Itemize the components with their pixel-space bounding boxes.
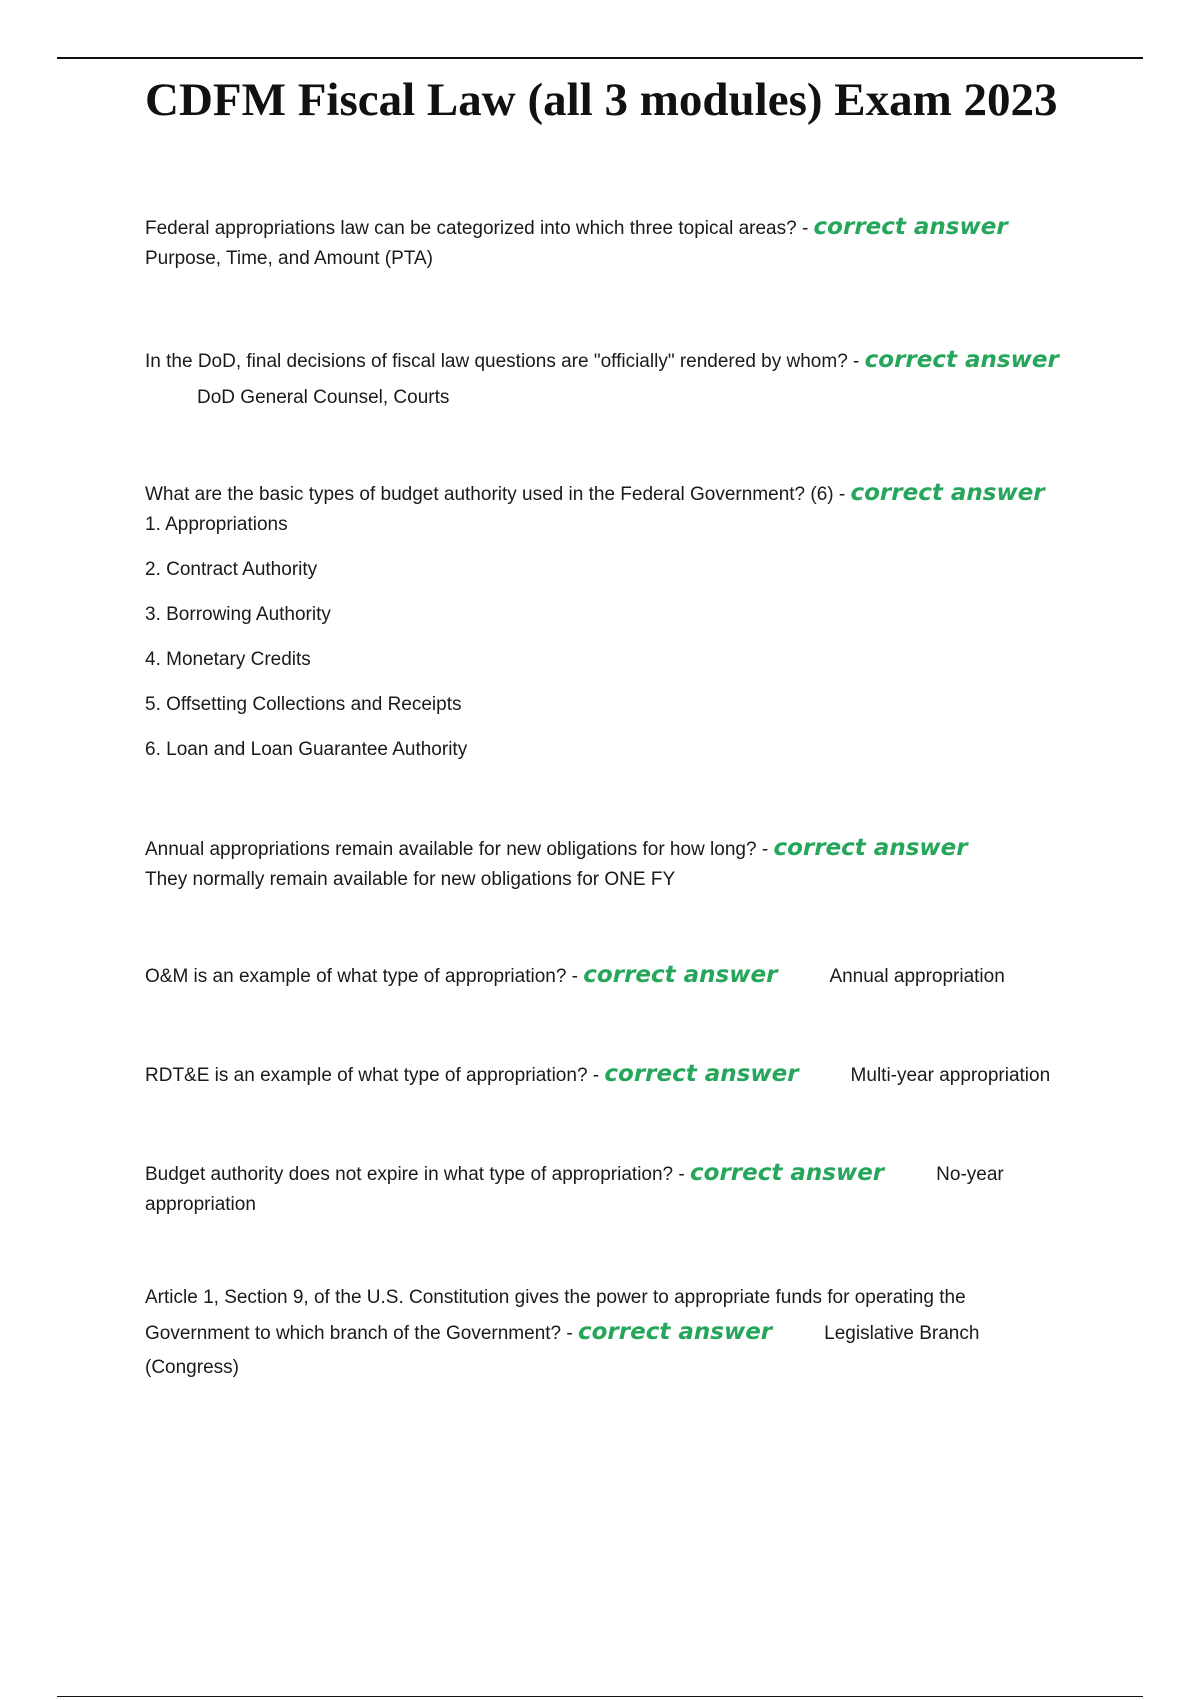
answer-text: DoD General Counsel, Courts [197,387,450,408]
question-text: In the DoD, final decisions of fiscal law questions are "officially" rendered by whom? - [145,351,860,372]
answer-text: Purpose, Time, and Amount (PTA) [145,248,433,269]
qa-text [145,1059,1135,1091]
question-text: Budget authority does not expire in what type of appropriation? - [145,1164,685,1185]
qa-text [145,212,1095,274]
answer-list-item: 2. Contract Authority [145,559,318,580]
qa-item-4 [145,833,1095,895]
correct-answer-marker: correct answer [604,1061,799,1087]
qa-item-3 [145,478,1095,780]
qa-text [145,960,1095,992]
question-text: Federal appropriations law can be categorized into which three topical areas? - [145,218,809,239]
correct-answer-marker: correct answer [583,962,778,988]
qa-item-5 [145,960,1095,992]
qa-text [145,1158,1065,1220]
question-text: What are the basic types of budget authority used in the Federal Government? (6) - [145,484,846,505]
document-title: CDFM Fiscal Law (all 3 modules) Exam 2023 [145,74,1058,126]
answer-list-item: 1. Appropriations [145,514,288,535]
answer-text: Legislative Branch (Congress) [145,1323,980,1378]
correct-answer-marker: correct answer [850,480,1045,506]
answer-text: Annual appropriation [829,966,1005,987]
correct-answer-marker: correct answer [773,835,968,861]
qa-item-2 [145,342,1065,416]
top-rule [57,57,1143,59]
correct-answer-marker: correct answer [864,347,1059,373]
answer-list-item: 4. Monetary Credits [145,649,311,670]
question-text: Article 1, Section 9, of the U.S. Constitution gives the power to appropriate funds for operating the Government to which branch of the Government? - [145,1287,966,1344]
qa-text [145,478,1095,510]
qa-item-1 [145,212,1095,274]
qa-text [145,833,1095,895]
answer-list-item: 5. Offsetting Collections and Receipts [145,694,462,715]
answer-list [145,510,1095,765]
answer-list-item: 3. Borrowing Authority [145,604,331,625]
bottom-rule [57,1696,1143,1697]
answer-text: Multi-year appropriation [850,1065,1051,1086]
qa-text [145,342,1065,416]
question-text: Annual appropriations remain available for new obligations for how long? - [145,839,769,860]
correct-answer-marker: correct answer [578,1319,773,1345]
qa-text [145,1281,1055,1385]
question-text: RDT&E is an example of what type of appropriation? - [145,1065,600,1086]
answer-list-item: 6. Loan and Loan Guarantee Authority [145,739,468,760]
correct-answer-marker: correct answer [690,1160,885,1186]
qa-item-7 [145,1158,1065,1220]
answer-text: No-year appropriation [145,1164,1004,1215]
correct-answer-marker: correct answer [813,214,1008,240]
qa-item-8 [145,1281,1055,1385]
qa-item-6 [145,1059,1135,1091]
question-text: O&M is an example of what type of appropriation? - [145,966,579,987]
answer-text: They normally remain available for new obligations for ONE FY [145,869,676,890]
